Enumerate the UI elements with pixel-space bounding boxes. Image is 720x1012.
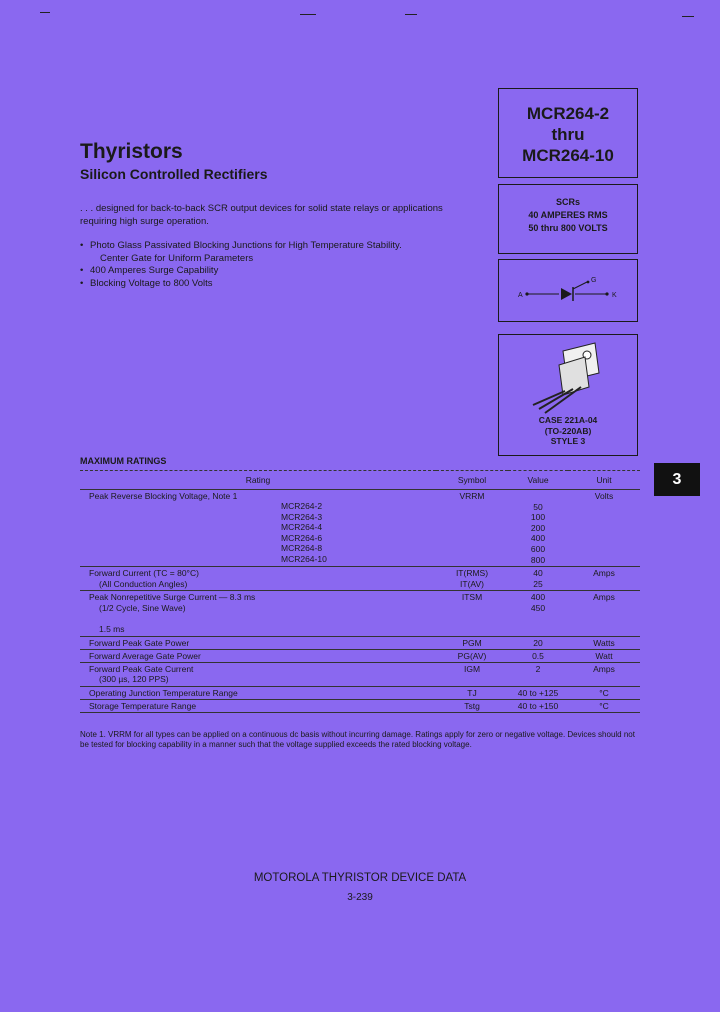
device-name: MCR264-4	[281, 522, 323, 533]
case-label: CASE 221A-04	[538, 415, 598, 425]
page-subtitle: Silicon Controlled Rectifiers	[80, 166, 268, 182]
scan-mark	[682, 16, 694, 17]
scan-mark	[40, 12, 50, 13]
value-cell: 0.5	[508, 649, 568, 662]
column-header: Rating	[80, 471, 436, 490]
page-number: 3-239	[347, 892, 373, 903]
value: 450	[530, 602, 546, 613]
symbol-cell: VRRM	[436, 490, 508, 567]
device-name: MCR264-3	[281, 511, 323, 522]
column-header: Symbol	[436, 471, 508, 490]
symbol-cell: ITSM	[436, 591, 508, 636]
feature-item: Center Gate for Uniform Parameters	[100, 252, 254, 264]
value: 100	[530, 512, 546, 523]
device-name: MCR264-8	[281, 543, 323, 554]
table-row	[80, 591, 640, 636]
scr-symbol-box	[498, 259, 638, 322]
symbol-cell: IGM	[436, 662, 508, 686]
scan-mark	[300, 14, 316, 15]
rating-sublabel	[89, 603, 436, 635]
section-tab: 3	[654, 463, 700, 496]
page-title: Thyristors	[80, 140, 183, 163]
device-name: MCR264-6	[281, 532, 323, 543]
value: 50	[533, 501, 543, 512]
unit-cell: Amps	[568, 567, 640, 591]
value: 200	[530, 522, 546, 533]
spec-summary-box	[498, 184, 638, 254]
symbol-cell: PGM	[436, 636, 508, 649]
unit-cell: °C	[568, 686, 640, 699]
intro-paragraph: . . . designed for back-to-back SCR output devices for solid state relays or applications requiring high surge operation.	[80, 203, 443, 227]
value-cell: 20	[508, 636, 568, 649]
scr-symbol-icon	[499, 260, 637, 321]
table-row	[80, 662, 640, 686]
package-box	[498, 334, 638, 456]
spec-line: 50 thru 800 VOLTS	[528, 223, 608, 233]
device-name: MCR264-2	[281, 501, 323, 511]
table-row	[80, 686, 640, 699]
value: 800	[530, 554, 546, 565]
rating-label: Storage Temperature Range	[80, 699, 436, 712]
rating-label: Forward Current (TC = 80°C)	[89, 568, 199, 579]
value-cell: 40 to +150	[508, 699, 568, 712]
footer-text: MOTOROLA THYRISTOR DEVICE DATA	[253, 872, 467, 884]
table-row	[80, 567, 640, 591]
symbol: IT(AV)	[460, 578, 484, 589]
part-number-line: MCR264-2	[526, 104, 610, 123]
ratings-table	[80, 470, 640, 713]
rating-label: Forward Peak Gate Power	[80, 636, 436, 649]
gate-label: G	[591, 277, 597, 284]
unit-cell: Watt	[568, 649, 640, 662]
rating-label: Peak Reverse Blocking Voltage, Note 1	[89, 491, 238, 501]
footnote: Note 1. VRRM for all types can be applied on a continuous dc basis without incurring damage. Ratings apply for zero or negative voltage. Devices should not be tested for blocking capability in a manner such that the voltage supplied exceeds the rated blocking voltage.	[80, 730, 635, 749]
table-row	[80, 636, 640, 649]
device-name: MCR264-10	[281, 553, 327, 564]
part-number-box	[498, 88, 638, 178]
value: 25	[533, 578, 543, 589]
value-cell: 2	[508, 662, 568, 686]
package-style: STYLE 3	[550, 436, 586, 446]
rating-label: Forward Peak Gate Current	[89, 663, 194, 674]
part-number-line: MCR264-10	[522, 146, 614, 165]
value: 600	[530, 543, 546, 554]
value-cell: 40 to +125	[508, 686, 568, 699]
part-number-line: thru	[551, 125, 585, 144]
column-header: Unit	[568, 471, 640, 490]
value: 400	[530, 592, 546, 603]
table-header-row	[80, 471, 640, 490]
column-header: Value	[508, 471, 568, 490]
unit-cell: °C	[568, 699, 640, 712]
symbol-cell: Tstg	[436, 699, 508, 712]
rating-label: Operating Junction Temperature Range	[80, 686, 436, 699]
feature-item: • Photo Glass Passivated Blocking Junctions for High Temperature Stability.	[80, 240, 480, 253]
to220-package-icon	[499, 335, 637, 415]
symbol-cell: PG(AV)	[436, 649, 508, 662]
rating-label: Peak Nonrepetitive Surge Current — 8.3 ms	[89, 592, 256, 603]
feature-list	[80, 240, 480, 290]
package-text	[499, 415, 637, 447]
cathode-label: K	[612, 292, 617, 299]
scan-mark	[405, 14, 417, 15]
table-row	[80, 490, 640, 567]
value: 40	[533, 568, 543, 579]
feature-item: • Blocking Voltage to 800 Volts	[80, 278, 480, 291]
unit-cell: Watts	[568, 636, 640, 649]
rating-label: Forward Average Gate Power	[80, 649, 436, 662]
ratings-heading: MAXIMUM RATINGS	[80, 456, 167, 466]
table-row	[80, 699, 640, 712]
unit-cell: Amps	[568, 662, 640, 686]
symbol-cell: TJ	[436, 686, 508, 699]
rating-sublabel-text: (1/2 Cycle, Sine Wave)	[99, 602, 186, 613]
unit-cell: Amps	[568, 591, 640, 636]
table-row	[80, 649, 640, 662]
anode-label: A	[518, 292, 523, 299]
unit-cell: Volts	[568, 490, 640, 567]
rating-sublabel: (300 µs, 120 PPS)	[99, 674, 169, 685]
feature-item: • 400 Amperes Surge Capability	[80, 265, 480, 278]
value-cell	[508, 490, 568, 567]
symbol: IT(RMS)	[455, 568, 489, 579]
value: 400	[530, 533, 546, 544]
spec-line: 40 AMPERES RMS	[528, 210, 608, 220]
spec-line: SCRs	[555, 197, 580, 207]
package-type: (TO-220AB)	[544, 425, 592, 436]
rating-sublabel-time: 1.5 ms	[99, 624, 125, 635]
rating-sublabel: (All Conduction Angles)	[99, 578, 188, 589]
